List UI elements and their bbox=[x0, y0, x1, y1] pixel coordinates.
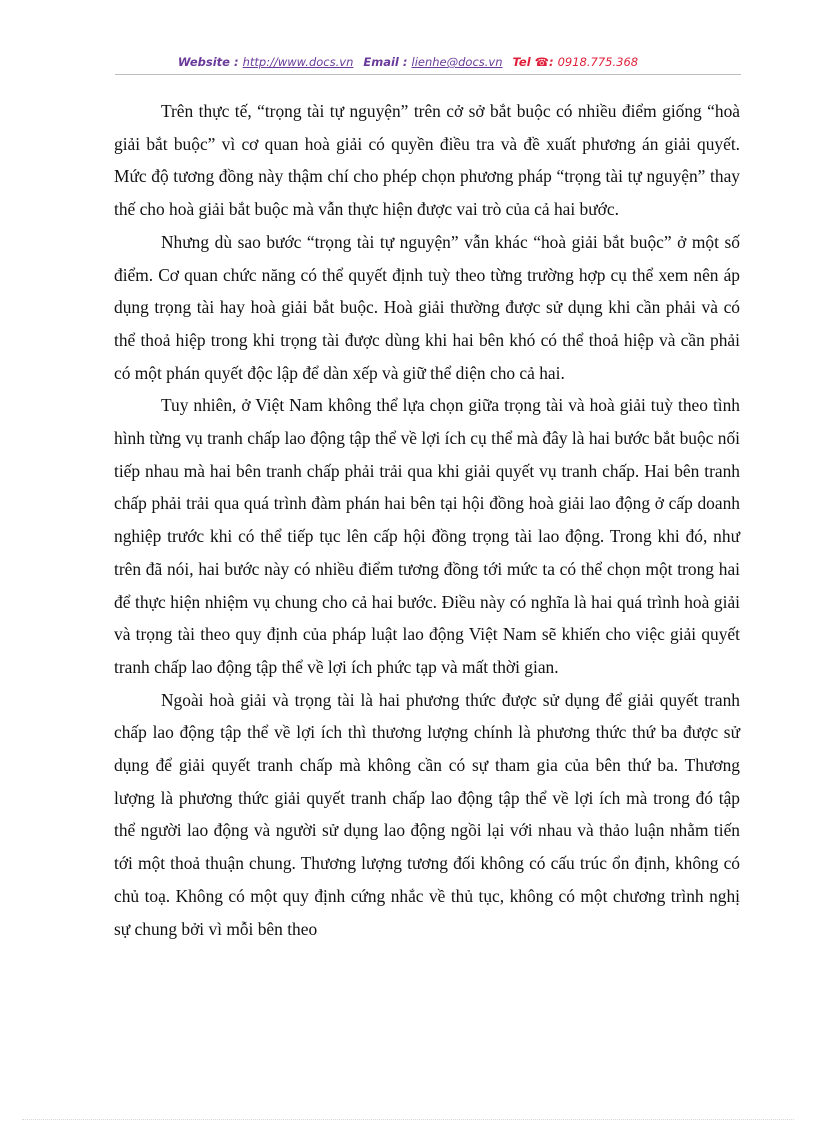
paragraph-4: Ngoài hoà giải và trọng tài là hai phương thức được sử dụng để giải quyết tranh chấp lao động tập thể về lợi ích thì thương lượng chính là phương thức thứ ba được sử dụng để giải quyết tranh chấp mà không cần có sự tham gia của bên thứ ba. Thương lượng là phương thức giải quyết tranh chấp lao động tập thể về lợi ích mà trong đó tập thể người lao động và người sử dụng lao động ngồi lại với nhau và thảo luận nhằm tiến tới một thoả thuận chung. Thương lượng tương đối không có cấu trúc ổn định, không có chủ toạ. Không có một quy định cứng nhắc về thủ tục, không có một chương trình nghị sự chung bởi vì mỗi bên theo bbox=[114, 689, 740, 939]
website-link[interactable]: http://www.docs.vn bbox=[242, 55, 354, 69]
website-label: Website : bbox=[177, 55, 239, 69]
paragraph-1: Trên thực tế, “trọng tài tự nguyện” trên cở sở bắt buộc có nhiều điểm giống “hoà giải bắt buộc” vì cơ quan hoà giải có quyền điều tra và đề xuất phương án giải quyết. Mức độ tương đồng này thậm chí cho phép chọn phương pháp “trọng tài tự nguyện” thay thế cho hoà giải bắt buộc mà vẫn thực hiện được vai trò của cả hai bước. bbox=[114, 101, 740, 220]
tel-value: 0918.775.368 bbox=[557, 55, 639, 69]
email-link[interactable]: lienhe@docs.vn bbox=[411, 55, 503, 69]
tel-label: Tel ☎: bbox=[512, 55, 554, 69]
page-header bbox=[0, 55, 816, 69]
document-body bbox=[114, 95, 740, 945]
page-bottom-border bbox=[22, 1119, 794, 1120]
paragraph-3: Tuy nhiên, ở Việt Nam không thể lựa chọn giữa trọng tài và hoà giải tuỳ theo tình hình từng vụ tranh chấp lao động tập thể về lợi ích cụ thể mà đây là hai bước bắt buộc nối tiếp nhau mà hai bên tranh chấp phải trải qua khi giải quyết vụ tranh chấp. Hai bên tranh chấp phải trải qua quá trình đàm phán hai bên tại hội đồng hoà giải lao động ở cấp doanh nghiệp trước khi có thể tiếp tục lên cấp hội đồng trọng tài lao động. Trong khi đó, như trên đã nói, hai bước này có nhiều điểm tương đồng tới mức ta có thể chọn một trong hai để thực hiện nhiệm vụ chung cho cả hai bước. Điều này có nghĩa là hai quá trình hoà giải và trọng tài theo quy định của pháp luật lao động Việt Nam sẽ khiến cho việc giải quyết tranh chấp lao động tập thể về lợi ích phức tạp và mất thời gian. bbox=[114, 395, 740, 677]
header-divider bbox=[115, 74, 741, 75]
paragraph-2: Nhưng dù sao bước “trọng tài tự nguyện” vẫn khác “hoà giải bắt buộc” ở một số điểm. Cơ quan chức năng có thể quyết định tuỳ theo từng trường hợp cụ thể xem nên áp dụng trọng tài hay hoà giải bắt buộc. Hoà giải thường được sử dụng khi cần phải và có thể thoả hiệp trong khi trọng tài được dùng khi hai bên khó có thể thoả hiệp và cần phải có một phán quyết độc lập để dàn xếp và giữ thể diện cho cả hai. bbox=[114, 231, 740, 383]
email-label: Email : bbox=[363, 55, 408, 69]
